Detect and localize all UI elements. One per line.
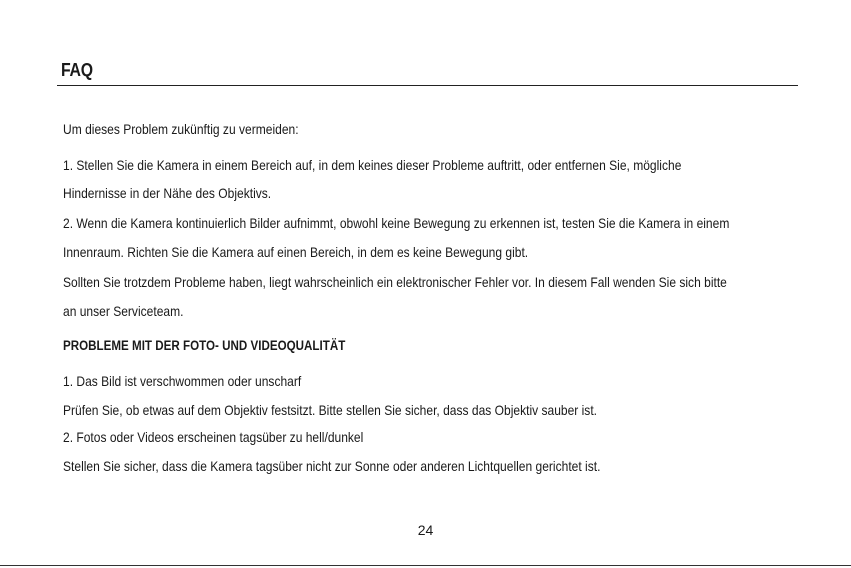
paragraph-line: 1. Stellen Sie die Kamera in einem Bereich auf, in dem keines dieser Probleme auftritt, oder entfernen Sie, mögliche — [63, 157, 682, 173]
paragraph-line: Innenraum. Richten Sie die Kamera auf einen Bereich, in dem es keine Bewegung gibt. — [63, 244, 529, 260]
section-line: Prüfen Sie, ob etwas auf dem Objektiv festsitzt. Bitte stellen Sie sicher, dass das Objektiv sauber ist. — [63, 402, 598, 418]
section-heading: PROBLEME MIT DER FOTO- UND VIDEOQUALITÄT — [63, 338, 346, 353]
heading-divider — [57, 85, 798, 86]
paragraph-line: Sollten Sie trotzdem Probleme haben, liegt wahrscheinlich ein elektronischer Fehler vor. In diesem Fall wenden Sie sich bitte — [63, 274, 727, 290]
page-number: 24 — [417, 522, 434, 538]
intro-line: Um dieses Problem zukünftig zu vermeiden: — [63, 121, 299, 137]
bottom-divider — [0, 565, 851, 566]
section-line: Stellen Sie sicher, dass die Kamera tagsüber nicht zur Sonne oder anderen Lichtquellen gerichtet ist. — [63, 458, 601, 474]
section-line: 1. Das Bild ist verschwommen oder unscharf — [63, 373, 302, 389]
page-heading: FAQ — [61, 60, 93, 80]
section-line: 2. Fotos oder Videos erscheinen tagsüber zu hell/dunkel — [63, 429, 364, 445]
paragraph-line: an unser Serviceteam. — [63, 303, 184, 319]
paragraph-line: Hindernisse in der Nähe des Objektivs. — [63, 185, 272, 201]
paragraph-line: 2. Wenn die Kamera kontinuierlich Bilder aufnimmt, obwohl keine Bewegung zu erkennen ist, testen Sie die Kamera in einem — [63, 215, 730, 231]
